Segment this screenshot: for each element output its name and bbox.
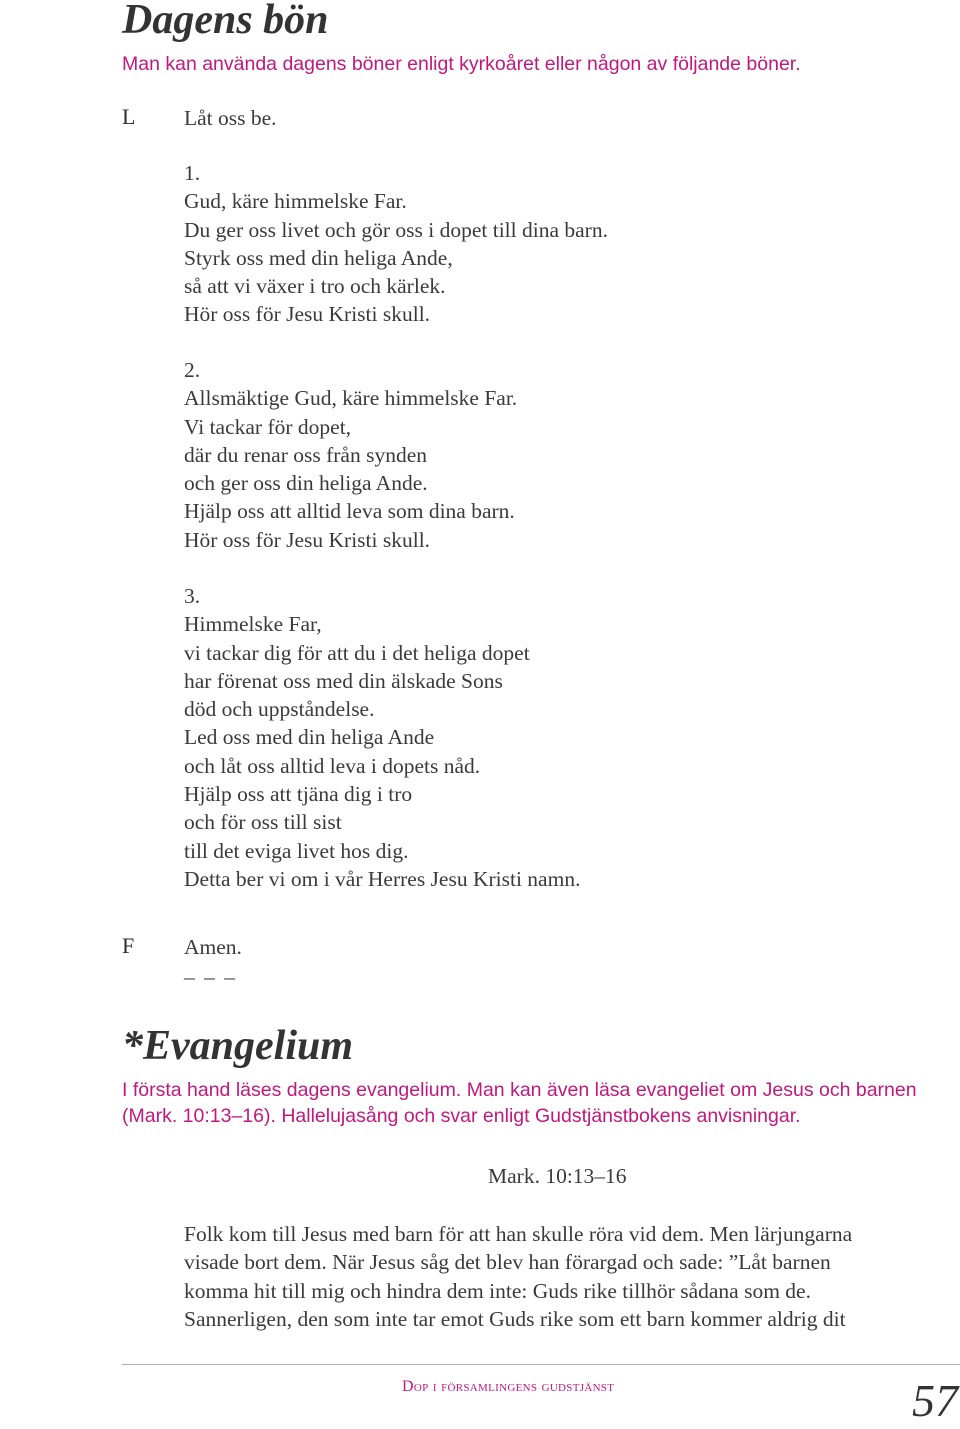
leader-role-label: L — [122, 104, 136, 129]
prayer-1 — [184, 159, 608, 329]
prayer-3 — [184, 582, 580, 893]
evangelium-rubric — [122, 1077, 917, 1129]
prayer-3-line: Led oss med din heliga Ande — [184, 725, 435, 750]
prayer-3-line: 3. — [184, 584, 201, 608]
intro-rubric: Man kan använda dagens böner enligt kyrkoåret eller någon av följande böner. — [122, 53, 801, 75]
gospel-line: Sannerligen, den som inte tar emot Guds rike som ett barn kommer aldrig dit — [184, 1306, 846, 1331]
gospel-line: komma hit till mig och hindra dem inte: Guds rike tillhör sådana som de. — [184, 1278, 811, 1303]
prayer-2-line: 2. — [184, 358, 201, 382]
prayer-1-line: Styrk oss med din heliga Ande, — [184, 245, 453, 270]
prayer-2-line: Hör oss för Jesu Kristi skull. — [184, 527, 431, 552]
prayer-2-line: Vi tackar för dopet, — [184, 414, 352, 439]
prayer-3-line: Detta ber vi om i vår Herres Jesu Kristi namn. — [184, 866, 581, 891]
gospel-line: Folk kom till Jesus med barn för att han skulle röra vid dem. Men lärjungarna — [184, 1222, 853, 1246]
evangelium-rubric-line: (Mark. 10:13–16). Hallelujasång och svar enligt Gudstjänstbokens anvisningar. — [122, 1105, 801, 1127]
prayer-1-line: Du ger oss livet och gör oss i dopet till dina barn. — [184, 217, 608, 242]
prayer-2-line: Hjälp oss att alltid leva som dina barn. — [184, 499, 515, 524]
prayer-3-line: till det eviga livet hos dig. — [184, 838, 409, 863]
prayer-3-line: Hjälp oss att tjäna dig i tro — [184, 782, 413, 807]
gospel-line: visade bort dem. När Jesus såg det blev han förargad och sade: ”Låt barnen — [184, 1250, 831, 1275]
evangelium-rubric-line: I första hand läses dagens evangelium. Man kan även läsa evangeliet om Jesus och barnen — [122, 1079, 917, 1101]
page-title: Dagens bön — [122, 0, 329, 43]
leader-line: Låt oss be. — [184, 106, 277, 130]
prayer-1-line: Gud, käre himmelske Far. — [184, 189, 407, 214]
congregation-role-label: F — [122, 933, 135, 958]
prayer-2-line: där du renar oss från synden — [184, 442, 427, 467]
gospel-text — [184, 1220, 959, 1333]
prayer-1-line: så att vi växer i tro och kärlek. — [184, 274, 446, 299]
congregation-line: Amen. — [184, 935, 242, 959]
prayer-3-line: Himmelske Far, — [184, 612, 322, 637]
footer-rule — [122, 1364, 960, 1365]
prayer-2-line: och ger oss din heliga Ande. — [184, 471, 428, 496]
prayer-3-line: har förenat oss med din älskade Sons — [184, 668, 503, 693]
prayer-2-line: Allsmäktige Gud, käre himmelske Far. — [184, 386, 518, 411]
prayer-3-line: och för oss till sist — [184, 810, 342, 835]
prayer-3-line: och låt oss alltid leva i dopets nåd. — [184, 753, 481, 778]
prayer-3-line: vi tackar dig för att du i det heliga dopet — [184, 640, 530, 665]
prayer-3-line: död och uppståndelse. — [184, 697, 375, 722]
bible-reference: Mark. 10:13–16 — [488, 1164, 627, 1188]
running-footer: Dop i församlingens gudstjänst — [402, 1378, 615, 1395]
evangelium-title: *Evangelium — [122, 1023, 354, 1069]
prayer-1-line: Hör oss för Jesu Kristi skull. — [184, 302, 431, 327]
section-separator: – – – — [184, 965, 237, 989]
prayer-2 — [184, 356, 517, 554]
prayer-1-line: 1. — [184, 161, 201, 185]
page-number: 57 — [912, 1375, 958, 1426]
